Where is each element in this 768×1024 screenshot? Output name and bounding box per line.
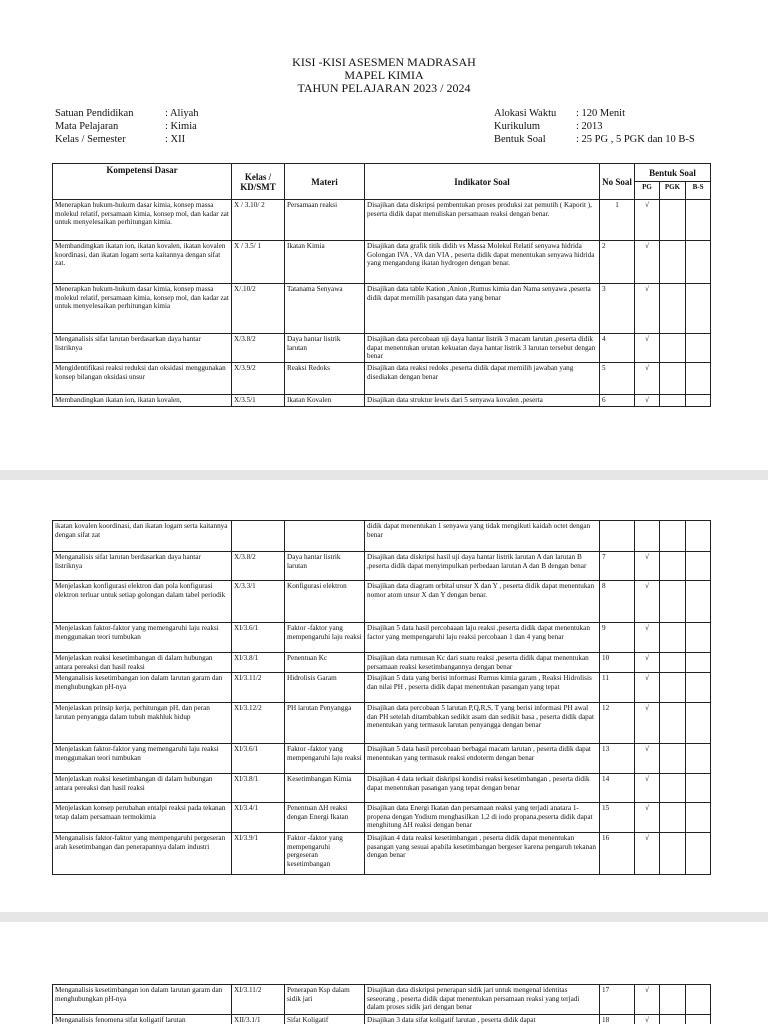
- kd-cell: Menganalisis sifat larutan berdasarkan daya hantar listriknya: [53, 552, 232, 581]
- no-soal-cell: 4: [600, 334, 635, 363]
- indikator-cell: Disajikan data percobaan uji daya hantar listrik 3 macam larutan ,peserta didik dapat menentukan urutan kekuatan daya hantar listrik 3 larutan tersebut dengan benar: [365, 334, 600, 363]
- kd-cell: Menerapkan hukum-hukum dasar kimia, konsep massa molekul relatif, persamaan kimia, konsep mol, dan kadar zat untuk menyelesaikan perhitungan kimia: [53, 284, 232, 334]
- pg-check-cell: √: [635, 200, 660, 241]
- no-soal-cell: 3: [600, 284, 635, 334]
- no-soal-cell: 8: [600, 581, 635, 623]
- info-label: Bentuk Soal: [494, 134, 546, 145]
- bs-cell: [686, 774, 711, 803]
- bs-cell: [686, 521, 711, 552]
- no-soal-cell: 13: [600, 744, 635, 774]
- header-bentuk-soal: Bentuk Soal: [635, 164, 711, 182]
- info-value: : 2013: [576, 121, 603, 132]
- info-value: : 120 Menit: [576, 108, 625, 119]
- kd-cell: Membandingkan ikatan ion, ikatan kovalen, ikatan kovalen koordinasi, dan ikatan logam serta kaitannya dengan sifat zat.: [53, 241, 232, 284]
- info-value: : 25 PG , 5 PGK dan 10 B-S: [576, 134, 695, 145]
- info-label: Alokasi Waktu: [494, 108, 557, 119]
- pg-check-cell: √: [635, 1015, 660, 1024]
- page-3: [0, 922, 768, 1024]
- materi-cell: Daya hantar listrik larutan: [285, 552, 365, 581]
- bs-cell: [686, 703, 711, 744]
- kd-cell: Menganalisis kesetimbangan ion dalam larutan garam dan menghubungkan pH-nya: [53, 985, 232, 1015]
- bs-cell: [686, 581, 711, 623]
- no-soal-cell: 12: [600, 703, 635, 744]
- no-soal-cell: [600, 521, 635, 552]
- indikator-cell: Disajikan 5 data yang berisi informasi Rumus kimia garam , Reaksi Hidrolisis dan nilai PH , peserta didik dapat menentukan pasangan yang tepat: [365, 673, 600, 703]
- bs-cell: [686, 803, 711, 833]
- materi-cell: Faktor -faktor yang mempengaruhi pergeseran kesetimbangan: [285, 833, 365, 875]
- indikator-cell: Disajikan data table Kation ,Anion ,Rumus kimia dan Nama senyawa ,peserta didik dapat memilih pasangan data yang benar: [365, 284, 600, 334]
- doc-title-line-1: KISI -KISI ASESMEN MADRASAH: [292, 55, 476, 69]
- pgk-cell: [660, 241, 686, 284]
- kd-cell: ikatan kovalen koordinasi, dan ikatan logam serta kaitannya dengan sifat zat: [53, 521, 232, 552]
- indikator-cell: Disajikan 5 data hasil percobaaan laju reaksi ,peserta didik dapat menentukan factor yang mempengaruhi laju reaksi percobaan 1 dan 4 yang benar: [365, 623, 600, 653]
- table-row: [53, 200, 711, 241]
- indikator-cell: Disajikan data grafik titik didih vs Massa Molekul Relatif senyawa hidrida Golongan IVA , VA dan VIA , peserta didik dapat menentukan senyawa hidrida yang mengandung ikatan hydrogen dengan benar.: [365, 241, 600, 284]
- pgk-cell: [660, 395, 686, 407]
- bs-cell: [686, 623, 711, 653]
- indikator-cell: Disajikan data reaksi redoks ,peserta didik dapat memilih jawaban yang disediakan dengan benar: [365, 363, 600, 395]
- bs-cell: [686, 985, 711, 1015]
- pg-check-cell: √: [635, 774, 660, 803]
- pg-check-cell: [635, 521, 660, 552]
- kelas-cell: X / 3.10/ 2: [232, 200, 285, 241]
- header-pgk: PGK: [660, 182, 686, 200]
- pgk-cell: [660, 521, 686, 552]
- indikator-cell: Disajikan data Energi Ikatan dan persamaan reaksi yang terjadi anatara 1-propena dengan Yodium menghasilkan 1,2 di iodo propana,peserta didik dapat menghitung ∆H reaksi dengan benar: [365, 803, 600, 833]
- pgk-cell: [660, 833, 686, 875]
- table-row: [53, 623, 711, 653]
- header-kompetensi-dasar: Kompetensi Dasar: [53, 164, 232, 200]
- materi-cell: Faktor -faktor yang mempengaruhi laju reaksi: [285, 744, 365, 774]
- kelas-cell: XI/3.11/2: [232, 673, 285, 703]
- bs-cell: [686, 395, 711, 407]
- kelas-cell: X/3.5/1: [232, 395, 285, 407]
- pgk-cell: [660, 552, 686, 581]
- kelas-cell: X/.10/2: [232, 284, 285, 334]
- no-soal-cell: 18: [600, 1015, 635, 1024]
- materi-cell: Persamaan reaksi: [285, 200, 365, 241]
- no-soal-cell: 14: [600, 774, 635, 803]
- indikator-cell: Disajikan 4 data reaksi kesetimbangan , peserta didik dapat menentukan pasangan yang sesuai apabila kesetimbangan bergeser karena pengaruh tekanan dengan benar: [365, 833, 600, 875]
- kd-cell: Menjelaskan reaksi kesetimbangan di dalam hubungan antara pereaksi dan hasil reaksi: [53, 774, 232, 803]
- doc-title-line-3: TAHUN PELAJARAN 2023 / 2024: [297, 81, 471, 95]
- no-soal-cell: 9: [600, 623, 635, 653]
- header-indikator: Indikator Soal: [365, 164, 600, 200]
- pg-check-cell: √: [635, 363, 660, 395]
- kelas-cell: X / 3.5/ 1: [232, 241, 285, 284]
- bs-cell: [686, 200, 711, 241]
- page-1: [0, 0, 768, 470]
- pg-check-cell: √: [635, 653, 660, 673]
- pg-check-cell: √: [635, 673, 660, 703]
- header-pg: PG: [635, 182, 660, 200]
- no-soal-cell: 1: [600, 200, 635, 241]
- materi-cell: Ikatan Kimia: [285, 241, 365, 284]
- kelas-cell: XI/3.11/2: [232, 985, 285, 1015]
- bs-cell: [686, 653, 711, 673]
- table-row: [53, 552, 711, 581]
- pgk-cell: [660, 363, 686, 395]
- pgk-cell: [660, 581, 686, 623]
- no-soal-cell: 2: [600, 241, 635, 284]
- kelas-cell: XI/3.12/2: [232, 703, 285, 744]
- indikator-cell: Disajikan data diskripsi penerapan sidik jari untuk mengenal identitas seseorang , peserta didik dapat menentukan persamaan reaksi yang terjadi dalam proses sidik jari dengan benar: [365, 985, 600, 1015]
- kd-cell: Menganalisis kesetimbangan ion dalam larutan garam dan menghubungkan pH-nya: [53, 673, 232, 703]
- pgk-cell: [660, 985, 686, 1015]
- no-soal-cell: 15: [600, 803, 635, 833]
- materi-cell: Reaksi Redoks: [285, 363, 365, 395]
- bs-cell: [686, 334, 711, 363]
- bs-cell: [686, 673, 711, 703]
- kd-cell: Menjelaskan konsep perubahan entalpi reaksi pada tekanan tetap dalam persamaan termokimia: [53, 803, 232, 833]
- kd-cell: Menjelaskan faktor-faktor yang memengaruhi laju reaksi menggunakan teori tumbukan: [53, 744, 232, 774]
- no-soal-cell: 7: [600, 552, 635, 581]
- kd-cell: Mengidentifikasi reaksi reduksi dan oksidasi menggunakan konsep bilangan oksidasi unsur: [53, 363, 232, 395]
- pgk-cell: [660, 284, 686, 334]
- indikator-cell: Disajikan 4 data terkait diskripsi kondisi reaksi kesetimbangan , peserta didik dapat menentukan pasangan yang tepat dengan benar: [365, 774, 600, 803]
- bs-cell: [686, 241, 711, 284]
- kd-cell: Menjelaskan konfigurasi elektron dan pola konfigurasi elektron terluar untuk setiap golongan dalam tabel periodik: [53, 581, 232, 623]
- pgk-cell: [660, 774, 686, 803]
- pg-check-cell: √: [635, 985, 660, 1015]
- pgk-cell: [660, 803, 686, 833]
- materi-cell: Ikatan Kovalen: [285, 395, 365, 407]
- indikator-cell: Disajikan data diskripsi pembentukan proses produksi zat pemutih ( Kaporit ), peserta didik dapat menuliskan persamaan reaksi dengan benar.: [365, 200, 600, 241]
- kelas-cell: XI/3.4/1: [232, 803, 285, 833]
- kelas-cell: XI/3.6/1: [232, 623, 285, 653]
- bs-cell: [686, 552, 711, 581]
- no-soal-cell: 16: [600, 833, 635, 875]
- no-soal-cell: 5: [600, 363, 635, 395]
- bs-cell: [686, 1015, 711, 1024]
- kelas-cell: X/3.3/1: [232, 581, 285, 623]
- info-label: Kelas / Semester: [55, 134, 126, 145]
- kisi-table-page-1: [52, 163, 711, 407]
- materi-cell: Penerapan Ksp dalam sidik jari: [285, 985, 365, 1015]
- pgk-cell: [660, 1015, 686, 1024]
- table-row: [53, 703, 711, 744]
- table-row: [53, 833, 711, 875]
- pg-check-cell: √: [635, 833, 660, 875]
- bs-cell: [686, 744, 711, 774]
- materi-cell: Penentuan Kc: [285, 653, 365, 673]
- kd-cell: Membandingkan ikatan ion, ikatan kovalen,: [53, 395, 232, 407]
- pgk-cell: [660, 744, 686, 774]
- table-row: [53, 334, 711, 363]
- materi-cell: Faktor -faktor yang mempengaruhi laju reaksi: [285, 623, 365, 653]
- indikator-cell: Disajikan data rumusan Kc dari suatu reaksi ,peserta didik dapat menentukan persamaan reaksi kesetimbangannya dengan benar: [365, 653, 600, 673]
- table-row: [53, 774, 711, 803]
- doc-title-line-2: MAPEL KIMIA: [344, 68, 424, 82]
- table-row: [53, 653, 711, 673]
- info-value: : XII: [165, 134, 186, 145]
- materi-cell: PH larutan Penyangga: [285, 703, 365, 744]
- pg-check-cell: √: [635, 284, 660, 334]
- indikator-cell: Disajikan data diagram orbital unsur X dan Y , peserta didik dapat menentukan nomor atom unsur X dan Y dengan benar.: [365, 581, 600, 623]
- pgk-cell: [660, 653, 686, 673]
- materi-cell: Penentuan ∆H reaksi dengan Energi Ikatan: [285, 803, 365, 833]
- no-soal-cell: 11: [600, 673, 635, 703]
- table-row: [53, 241, 711, 284]
- indikator-cell: Disajikan 5 data hasil percobaan berbagai macam larutan , peserta didik dapat menentukan yang termasuk reaksi endoterm dengan benar: [365, 744, 600, 774]
- table-row: [53, 803, 711, 833]
- info-value: : Aliyah: [165, 108, 199, 119]
- page-2: [0, 480, 768, 912]
- materi-cell: [285, 521, 365, 552]
- table-row: [53, 284, 711, 334]
- kd-cell: Menganalisis faktor-faktor yang mempengaruhi pergeseran arah kesetimbangan dan penerapannya dalam industri: [53, 833, 232, 875]
- pg-check-cell: √: [635, 803, 660, 833]
- pgk-cell: [660, 334, 686, 363]
- info-label: Satuan Pendidikan: [55, 108, 134, 119]
- bs-cell: [686, 363, 711, 395]
- pg-check-cell: √: [635, 395, 660, 407]
- materi-cell: Tatanama Senyawa: [285, 284, 365, 334]
- right-info-block: [494, 107, 695, 146]
- materi-cell: Kesetimbangan Kimia: [285, 774, 365, 803]
- table-row: [53, 395, 711, 407]
- no-soal-cell: 10: [600, 653, 635, 673]
- info-label: Mata Pelajaran: [55, 121, 119, 132]
- kd-cell: Menerapkan hukum-hukum dasar kimia, konsep massa molekul relatif, persamaan kimia, konsep mol, dan kadar zat untuk menyelesaikan perhitungan kimia.: [53, 200, 232, 241]
- pg-check-cell: √: [635, 581, 660, 623]
- kelas-cell: XI/3.8/1: [232, 653, 285, 673]
- indikator-cell: didik dapat menentukan 1 senyawa yang tidak mengikuti kaidah octet dengan benar: [365, 521, 600, 552]
- table-row: [53, 1015, 711, 1024]
- kelas-cell: X/3.8/2: [232, 552, 285, 581]
- kisi-table-page-2: [52, 520, 711, 875]
- table-row: [53, 673, 711, 703]
- header-kelas: Kelas / KD/SMT: [232, 164, 285, 200]
- kd-cell: Menjelaskan faktor-faktor yang memengaruhi laju reaksi menggunakan teori tumbukan: [53, 623, 232, 653]
- pg-check-cell: √: [635, 241, 660, 284]
- info-value: : Kimia: [165, 121, 197, 132]
- table-row: [53, 581, 711, 623]
- left-info-block: [55, 107, 199, 146]
- kelas-cell: XII/3.1/1: [232, 1015, 285, 1024]
- indikator-cell: Disajikan data struktur lewis dari 5 senyawa kovalen ,peserta: [365, 395, 600, 407]
- no-soal-cell: 6: [600, 395, 635, 407]
- pg-check-cell: √: [635, 334, 660, 363]
- kelas-cell: [232, 521, 285, 552]
- kd-cell: Menganalisis fenomena sifat koligatif larutan: [53, 1015, 232, 1024]
- materi-cell: Sifat Koligatif: [285, 1015, 365, 1024]
- indikator-cell: Disajikan data percobaan 5 larutan P,Q,R,S, T yang berisi informasi PH awal dan PH setelah ditambahkan sedikit asam dan sedikit basa , peserta didik dapat menentukan yang termasuk larutan penyangga dengan benar: [365, 703, 600, 744]
- table-row: [53, 363, 711, 395]
- header-bs: B-S: [686, 182, 711, 200]
- table-row: [53, 521, 711, 552]
- kd-cell: Menjelaskan reaksi kesetimbangan di dalam hubungan antara pereaksi dan hasil reaksi: [53, 653, 232, 673]
- kd-cell: Menganalisis sifat larutan berdasarkan daya hantar listriknya: [53, 334, 232, 363]
- pg-check-cell: √: [635, 703, 660, 744]
- kelas-cell: XI/3.8/1: [232, 774, 285, 803]
- materi-cell: Hidrolisis Garam: [285, 673, 365, 703]
- bs-cell: [686, 833, 711, 875]
- pgk-cell: [660, 623, 686, 653]
- pgk-cell: [660, 703, 686, 744]
- indikator-cell: Disajikan 3 data sifat koligatif larutan , peserta didik dapat: [365, 1015, 600, 1024]
- header-materi: Materi: [285, 164, 365, 200]
- kelas-cell: XI/3.6/1: [232, 744, 285, 774]
- no-soal-cell: 17: [600, 985, 635, 1015]
- materi-cell: Daya hantar listrik larutan: [285, 334, 365, 363]
- pg-check-cell: √: [635, 552, 660, 581]
- kelas-cell: X/3.8/2: [232, 334, 285, 363]
- kd-cell: Menjelaskan prinsip kerja, perhitungan pH, dan peran larutan penyangga dalam tubuh makhluk hidup: [53, 703, 232, 744]
- kelas-cell: X/3.9/2: [232, 363, 285, 395]
- pgk-cell: [660, 673, 686, 703]
- pg-check-cell: √: [635, 744, 660, 774]
- kisi-table-page-3: [52, 984, 711, 1024]
- info-label: Kurikulum: [494, 121, 541, 132]
- materi-cell: Konfigurasi elektron: [285, 581, 365, 623]
- table-row: [53, 985, 711, 1015]
- bs-cell: [686, 284, 711, 334]
- kelas-cell: XI/3.9/1: [232, 833, 285, 875]
- pgk-cell: [660, 200, 686, 241]
- table-row: [53, 744, 711, 774]
- pg-check-cell: √: [635, 623, 660, 653]
- indikator-cell: Disajikan data diskripsi hasil uji daya hantar listrik larutan A dan larutan B ,peserta didik dapat menyimpulkan perbedaan larutan A dan B dengan benar: [365, 552, 600, 581]
- header-no-soal: No Soal: [600, 164, 635, 200]
